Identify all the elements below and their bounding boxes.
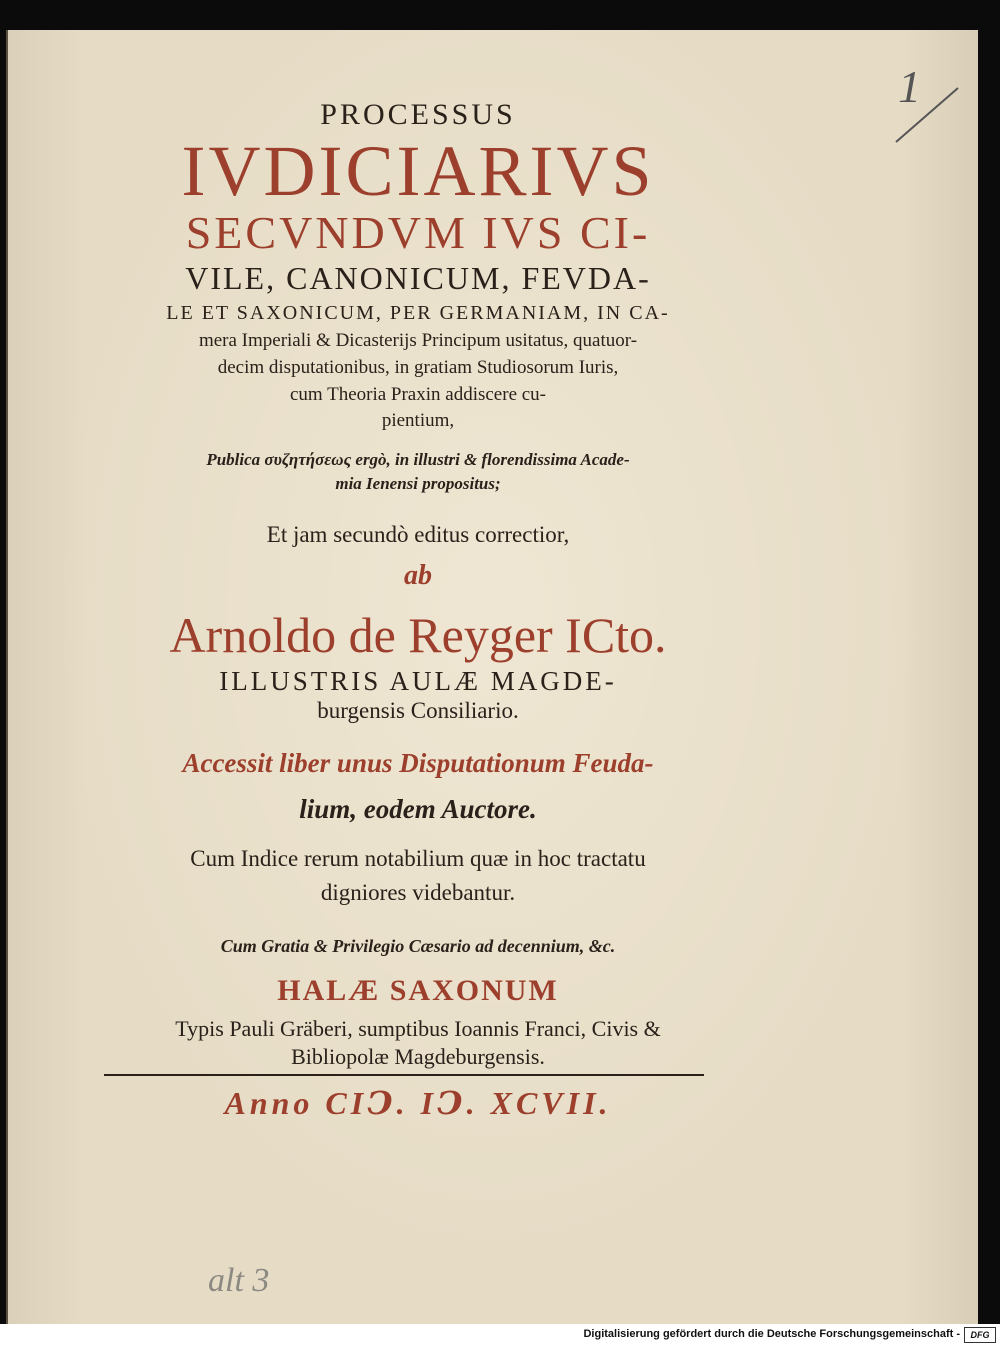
folio-number: 1 (898, 61, 921, 112)
title-line-secundo: Et jam secundò editus correctior, (266, 522, 570, 547)
author-name: Arnoldo de Reyger ICto. (169, 607, 667, 663)
scan-right-edge (976, 0, 1000, 1346)
imprint-rule (104, 1074, 704, 1076)
title-line-ab: ab (404, 560, 432, 591)
footer-text: Digitalisierung gefördert durch die Deutsche Forschungsgemeinschaft - (583, 1328, 960, 1340)
title-line-saxonicum: LE ET SAXONICUM, PER GERMANIAM, IN CA- (166, 302, 670, 324)
title-line-publica: Publica συζητήσεως ergò, in illustri & florendissima Acade- (206, 450, 630, 469)
scan-top-edge (0, 0, 1000, 30)
title-page (6, 30, 978, 1324)
title-line-processus: PROCESSUS (320, 98, 516, 131)
dfg-logo: DFG (964, 1327, 996, 1343)
title-line-eodem: lium, eodem Auctore. (299, 794, 537, 824)
title-line-pientium: pientium, (381, 410, 455, 431)
privilege-line: Cum Gratia & Privilegio Cæsario ad decennium, &c. (220, 936, 616, 956)
title-line-vile: VILE, CANONICUM, FEVDA- (185, 260, 651, 296)
title-line-iudiciarius: IVDICIARIVS (181, 131, 655, 211)
imprint-date: Anno CIↃ. IↃ. XCVII. (224, 1085, 612, 1121)
title-line-theoria: cum Theoria Praxin addiscere cu- (289, 384, 547, 405)
shelf-mark: alt 3 (208, 1262, 270, 1299)
title-line-accessit: Accessit liber unus Disputationum Feuda- (182, 748, 654, 778)
title-line-decim: decim disputationibus, in gratiam Studiosorum Iuris, (217, 357, 619, 378)
title-line-ienensi: mia Ienensi propositus; (335, 474, 501, 493)
title-line-indice: Cum Indice rerum notabilium quæ in hoc tractatu (190, 846, 646, 871)
folio-stroke-icon (888, 80, 968, 150)
title-line-camera: mera Imperiali & Dicasterijs Principum usitatus, quatuor- (198, 330, 638, 351)
title-line-digniores: digniores videbantur. (320, 880, 516, 905)
imprint-printer: Typis Pauli Gräberi, sumptibus Ioannis Franci, Civis & (175, 1016, 661, 1041)
imprint-place: HALÆ SAXONUM (277, 974, 559, 1007)
title-line-burgensis: burgensis Consiliario. (317, 698, 519, 723)
imprint-bookseller: Bibliopolæ Magdeburgensis. (291, 1044, 545, 1069)
title-line-illustris: ILLUSTRIS AULÆ MAGDE- (219, 666, 617, 696)
digitization-footer (0, 1324, 1000, 1346)
title-line-secundum: SECVNDVM IVS CI- (185, 207, 651, 258)
